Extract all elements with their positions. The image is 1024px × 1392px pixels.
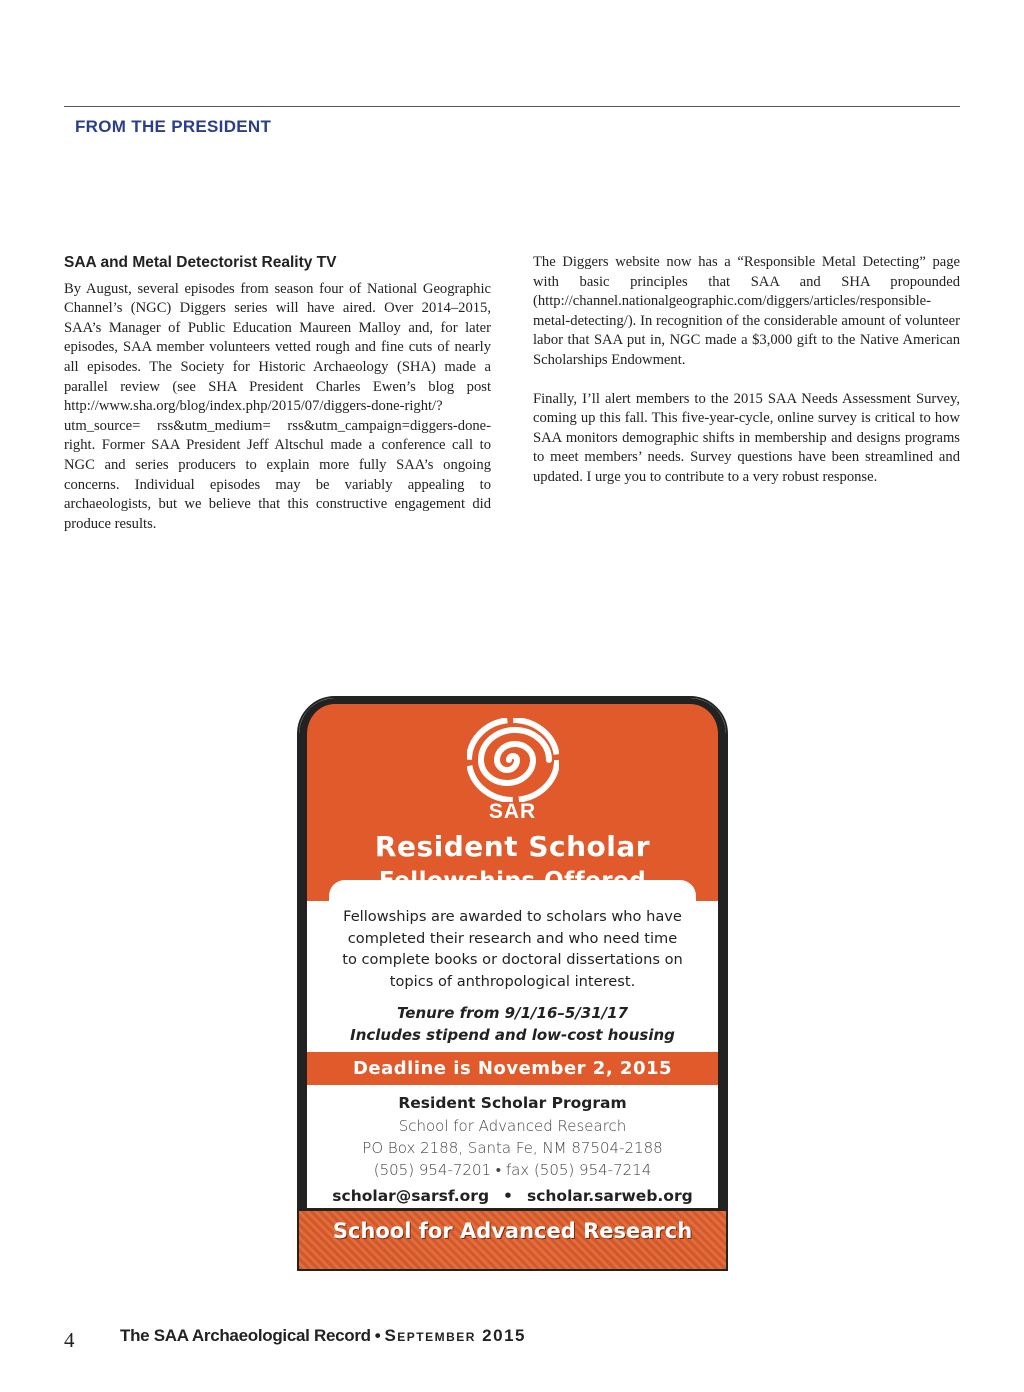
ad-description <box>299 906 726 992</box>
ad-email-link[interactable]: scholar@sarsf.org <box>332 1187 490 1205</box>
ad-description-line: Fellowships are awarded to scholars who have <box>343 908 682 925</box>
article-heading: SAA and Metal Detectorist Reality TV <box>64 254 337 271</box>
issue-date: September 2015 <box>384 1326 526 1345</box>
article-column-left <box>64 253 491 553</box>
ad-title: Resident Scholar <box>374 830 651 863</box>
logo-text: SAR <box>488 800 537 823</box>
ad-header-panel <box>299 698 726 901</box>
ad-address-line: School for Advanced Research <box>398 1117 627 1135</box>
article-paragraph-right-1: The Diggers website now has a “Responsible Metal Detecting” page with basic principles that SAA and SHA propounded (http://channel.nationalgeographic.com/diggers/articles/responsible-metal-detecting/). In recognition of the considerable amount of volunteer labor that SAA put in, NGC made a $3,000 gift to the Native American Scholarships Endowment. <box>533 254 960 368</box>
ad-footer-banner: School for Advanced Research <box>299 1208 726 1269</box>
ad-description-line: to complete books or doctoral dissertations on <box>342 951 683 968</box>
sar-advertisement <box>297 696 728 1271</box>
section-label: FROM THE PRESIDENT <box>75 117 272 136</box>
ad-address-line: PO Box 2188, Santa Fe, NM 87504-2188 <box>362 1139 663 1157</box>
header-rule <box>64 106 960 107</box>
tenure-includes: Includes stipend and low-cost housing <box>350 1026 675 1044</box>
ad-address-line: (505) 954-7201 • fax (505) 954-7214 <box>373 1161 652 1179</box>
article-column-right <box>533 253 960 507</box>
ad-program-name: Resident Scholar Program <box>398 1094 627 1112</box>
article-paragraph-right-2: Finally, I’ll alert members to the 2015 SAA Needs Assessment Survey, coming up this fall. This five-year-cycle, online survey is critical to how SAA monitors demographic shifts in membership and designs programs to meet members’ needs. Survey questions have been streamlined and updated. I urge you to contribute to a very robust response. <box>533 390 960 485</box>
page-number: 4 <box>64 1328 75 1352</box>
ad-deadline-banner: Deadline is November 2, 2015 <box>307 1052 718 1085</box>
ad-address <box>299 1115 726 1181</box>
article-paragraph-left: By August, several episodes from season four of National Geographic Channel’s (NGC) Diggers series will have aired. Over 2014–2015, SAA’s Manager of Public Education Maureen Malloy and, for later episodes, SAA member volunteers vetted rough and fine cuts of nearly all episodes. The Society for Historic Archaeology (SHA) made a parallel review (see SHA President Charles Ewen’s blog post http://www.sha.org/blog/index.php/2015/07/diggers-done-right/?utm_source= rss&utm_medium= rss&utm_campaign=diggers-done-right. Former SAA President Jeff Altschul made a conference call to NGC and series producers to explain more fully SAA’s ongoing concerns. Individual episodes may be variably appealing to archaeologists, but we believe that this constructive engagement did produce results. <box>64 280 491 532</box>
tenure-dates: Tenure from 9/1/16–5/31/17 <box>396 1004 629 1022</box>
ad-tenure <box>299 1002 726 1046</box>
ad-description-line: topics of anthropological interest. <box>389 972 636 990</box>
ad-notch <box>329 880 696 904</box>
bullet-separator: • <box>503 1187 513 1205</box>
footer-separator: • <box>374 1326 381 1345</box>
publication-footer <box>120 1326 526 1346</box>
ad-website-link[interactable]: scholar.sarweb.org <box>526 1187 693 1205</box>
publication-title: The SAA Archaeological Record <box>120 1326 371 1345</box>
ad-description-line: completed their research and who need time <box>347 929 678 947</box>
spiral-logo-icon <box>467 718 559 807</box>
ad-contact <box>299 1187 726 1205</box>
